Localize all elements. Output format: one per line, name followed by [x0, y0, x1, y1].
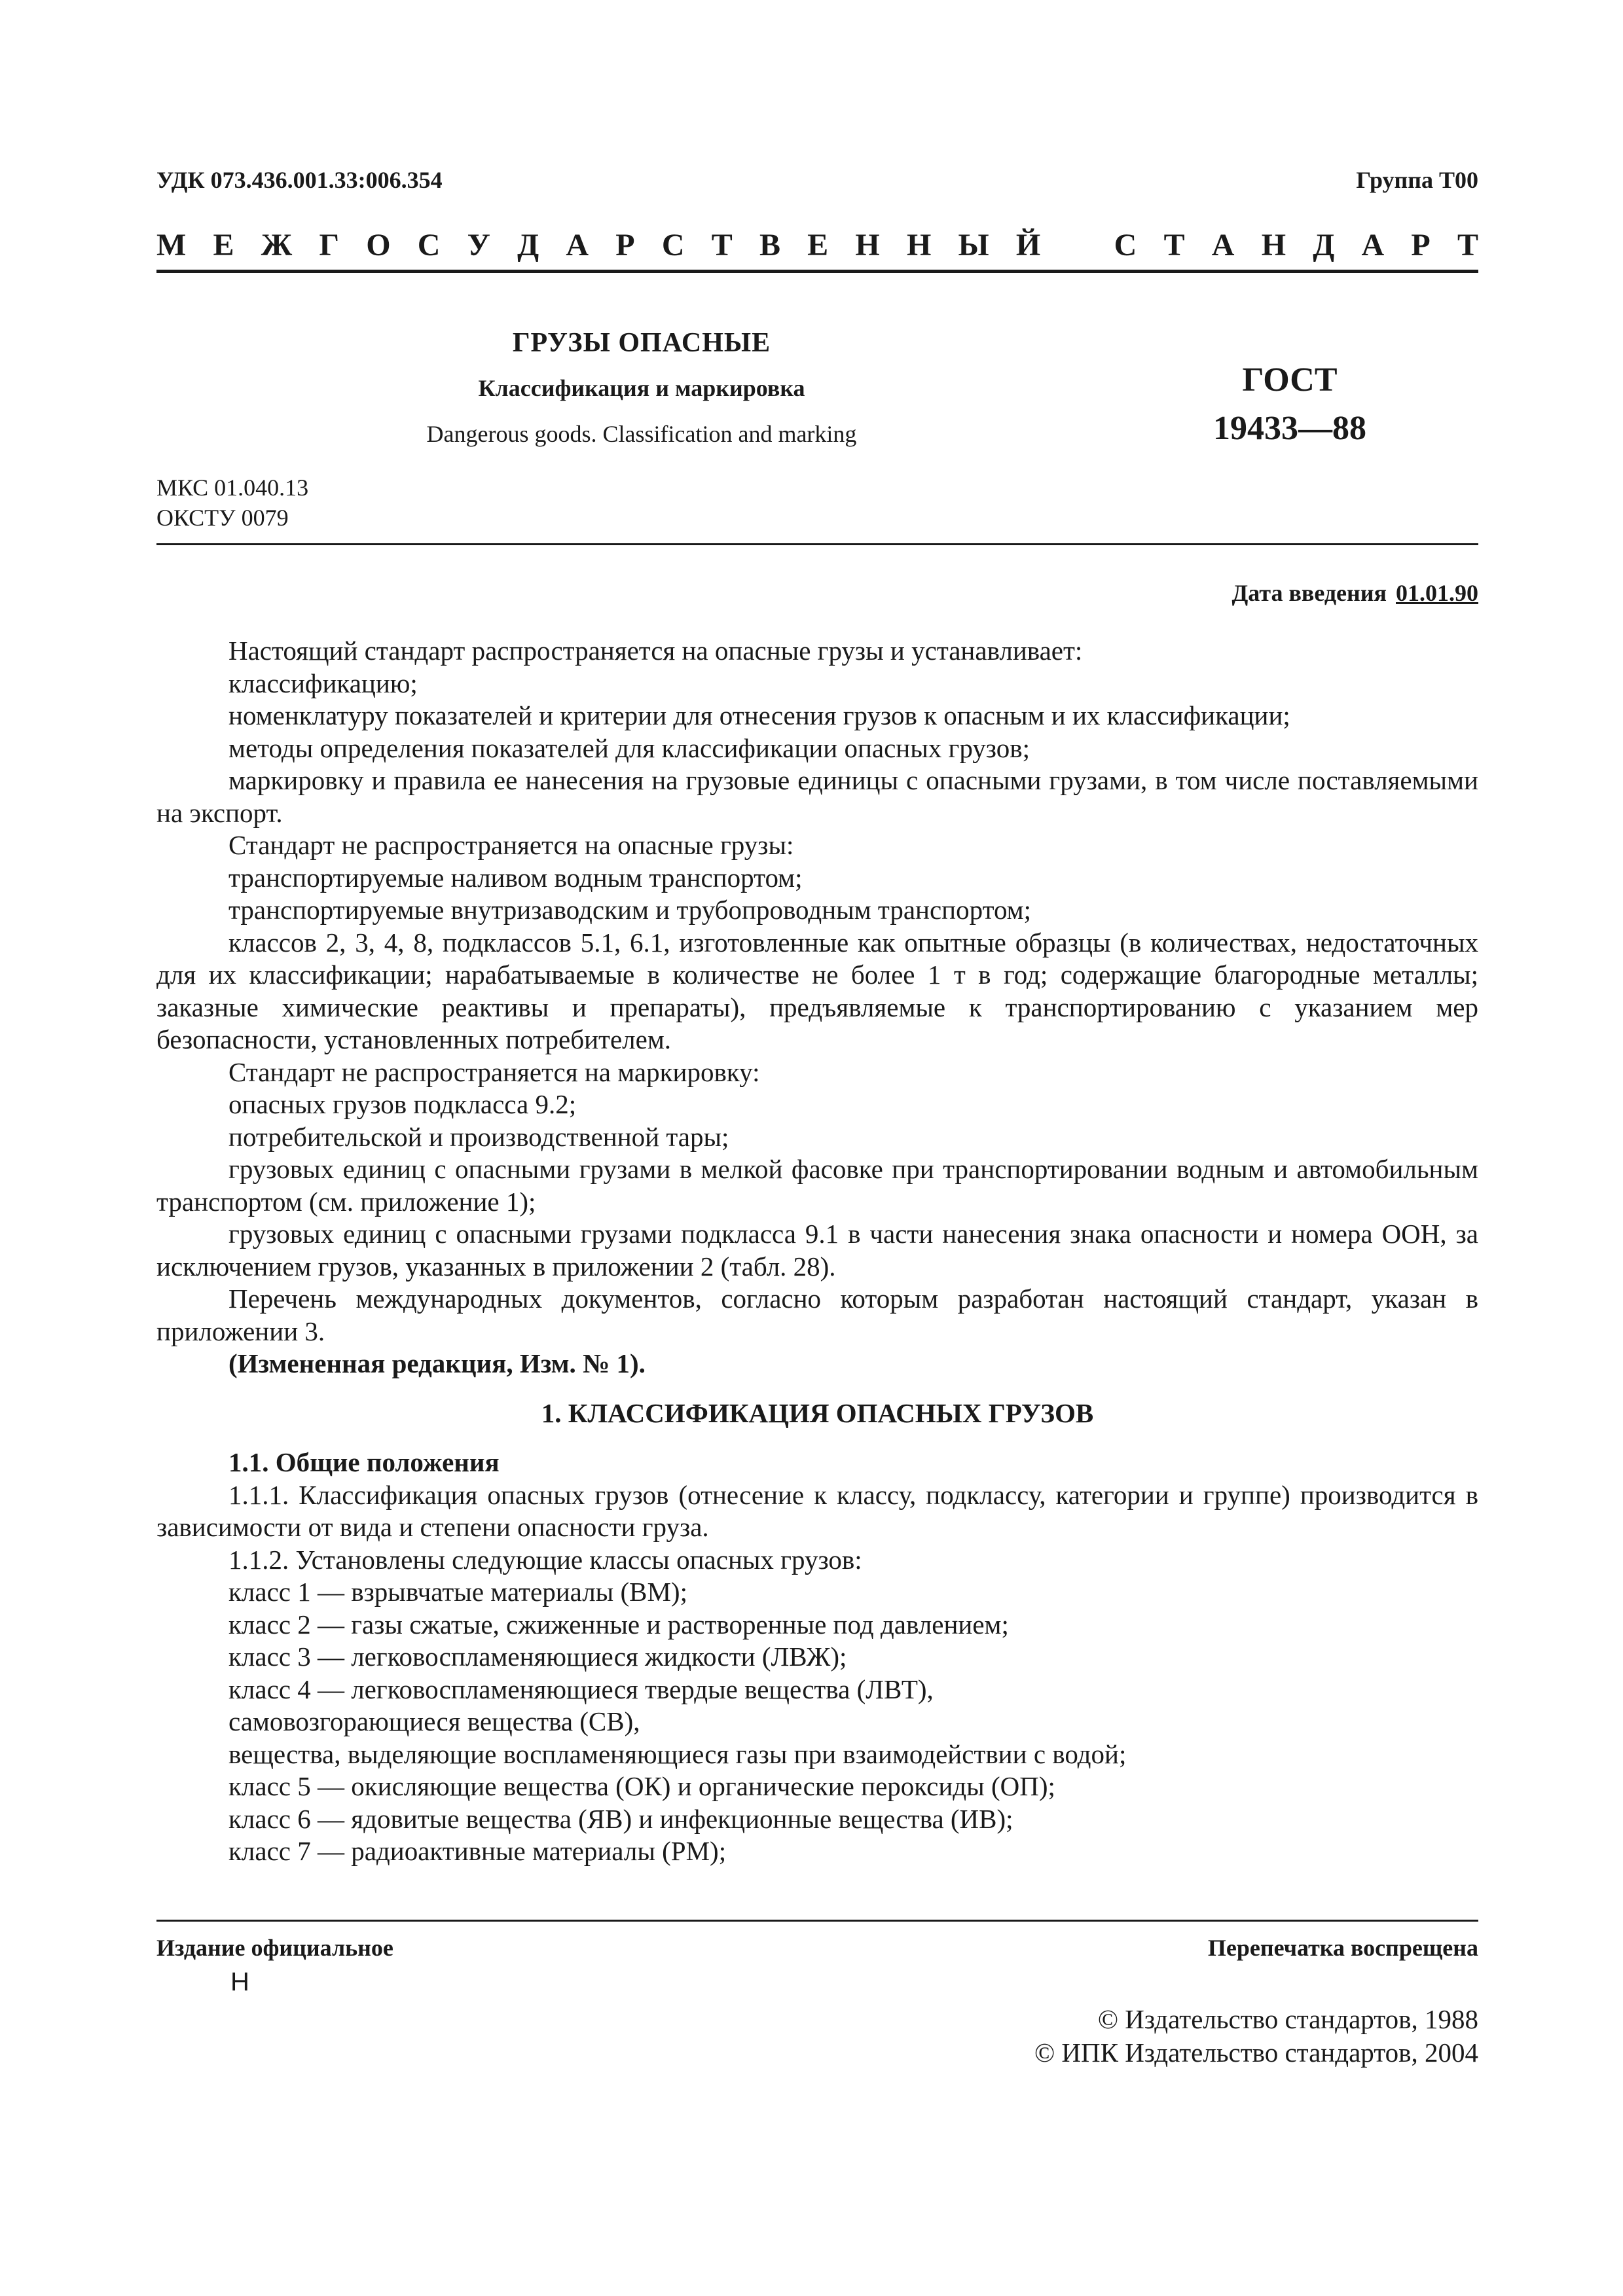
body-paragraph: Перечень международных документов, согласно которым разработан настоящий стандарт, указан в приложении 3. [156, 1283, 1478, 1346]
heading-letter: С [661, 227, 685, 262]
body-paragraph: опасных грузов подкласса 9.2; [228, 1089, 577, 1119]
heading-letter: Е [213, 227, 234, 262]
heading-letter: Р [1411, 227, 1431, 262]
english-title: Dangerous goods. Classification and marking [426, 421, 857, 447]
body-paragraph: номенклатуру показателей и критерии для отнесения грузов к опасным и их классификации; [228, 700, 1290, 730]
body-paragraph: грузовых единиц с опасными грузами подкласса 9.1 в части нанесения знака опасности и номера ООН, за исключением грузов, указанных в приложении 2 (табл. 28). [156, 1219, 1478, 1282]
heading-letter: Р [615, 227, 635, 262]
heading-letter: А [1211, 227, 1235, 262]
heading-letter: Ы [958, 227, 989, 262]
amendment-note: (Измененная редакция, Изм. № 1). [228, 1348, 646, 1378]
body-paragraph: класс 2 — газы сжатые, сжиженные и растворенные под давлением; [228, 1609, 1009, 1640]
group-code: Группа Т00 [1356, 167, 1478, 193]
okstu-code: ОКСТУ 0079 [156, 505, 289, 531]
body-paragraph: Стандарт не распространяется на маркировку: [228, 1056, 760, 1087]
title-rule [156, 543, 1478, 545]
gost-label: ГОСТ [1242, 361, 1338, 399]
date-value: 01.01.90 [1396, 580, 1478, 606]
document-subtitle: Классификация и маркировка [478, 375, 805, 401]
heading-letter: Г [319, 227, 339, 262]
body-paragraph: 1.1.1. Классификация опасных грузов (отнесение к классу, подклассу, категории и группе) производится в зависимости от вида и степени опасности груза. [156, 1479, 1478, 1542]
subsection-heading: 1.1. Общие положения [228, 1447, 500, 1477]
heading-letter: Й [1015, 227, 1041, 262]
section-heading: 1. КЛАССИФИКАЦИЯ ОПАСНЫХ ГРУЗОВ [541, 1397, 1094, 1428]
introduction-date [1232, 579, 1479, 607]
title-block [314, 327, 969, 448]
classification-codes [156, 473, 308, 533]
header-rule [156, 270, 1478, 273]
reprint-prohibited: Перепечатка воспрещена [1207, 1935, 1478, 1961]
body-paragraph: Настоящий стандарт распространяется на опасные грузы и устанавливает: [228, 636, 1083, 666]
body-paragraph: класс 1 — взрывчатые материалы (ВМ); [228, 1577, 687, 1607]
mks-code: МКС 01.040.13 [156, 475, 309, 501]
interstate-standard-heading [156, 225, 1478, 264]
heading-letter: Н [906, 227, 932, 262]
udk-code: УДК 073.436.001.33:006.354 [156, 167, 443, 193]
heading-letter: С [1114, 227, 1137, 262]
heading-letter: У [467, 227, 490, 262]
heading-letter: А [1361, 227, 1385, 262]
handwritten-marker: H [230, 1967, 249, 1996]
copyright-block [1034, 2003, 1478, 2070]
official-edition: Издание официальное [156, 1935, 393, 1961]
heading-letter: М [156, 227, 187, 262]
body-paragraph: транспортируемые внутризаводским и трубопроводным транспортом; [228, 895, 1031, 925]
body-paragraph: класс 5 — окисляющие вещества (ОК) и органические пероксиды (ОП); [228, 1771, 1055, 1801]
heading-letter: Т [711, 227, 733, 262]
body-paragraph: маркировку и правила ее нанесения на грузовые единицы с опасными грузами, в том числе поставляемыми на экспорт. [156, 765, 1478, 828]
heading-letter: Ж [261, 227, 293, 262]
body-paragraph: классификацию; [228, 668, 418, 698]
heading-letter: Д [517, 227, 539, 262]
heading-letter: Т [1163, 227, 1185, 262]
gost-designation [1126, 356, 1453, 453]
copyright-line-2: © ИПК Издательство стандартов, 2004 [1034, 2037, 1478, 2068]
heading-letter: Е [807, 227, 829, 262]
body-paragraph: класс 7 — радиоактивные материалы (РМ); [228, 1836, 727, 1866]
heading-letter: Н [1261, 227, 1286, 262]
document-title: ГРУЗЫ ОПАСНЫЕ [512, 328, 771, 358]
heading-letter: С [417, 227, 441, 262]
heading-letter: Д [1313, 227, 1335, 262]
body-paragraph: транспортируемые наливом водным транспортом; [228, 862, 803, 893]
body-paragraph: Стандарт не распространяется на опасные грузы: [228, 830, 794, 860]
body-paragraph: классов 2, 3, 4, 8, подклассов 5.1, 6.1, изготовленные как опытные образцы (в количествах, недостаточных для их классификации; нарабатываемые в количестве не более 1 т в год; содержащие благородные металлы; заказные химические реактивы и препараты), предъявляемые к транспортированию с указанием мер безопасности, установленных потребителем. [156, 927, 1478, 1054]
copyright-line-1: © Издательство стандартов, 1988 [1097, 2004, 1478, 2034]
body-paragraph: 1.1.2. Установлены следующие классы опасных грузов: [228, 1544, 862, 1575]
body-paragraph: класс 6 — ядовитые вещества (ЯВ) и инфекционные вещества (ИВ); [228, 1803, 1013, 1834]
heading-letter: Н [855, 227, 880, 262]
body-paragraph: класс 3 — легковоспламеняющиеся жидкости (ЛВЖ); [228, 1641, 847, 1672]
gost-number: 19433—88 [1213, 410, 1366, 447]
date-label: Дата введения [1231, 580, 1387, 606]
heading-letter: Т [1457, 227, 1478, 262]
body-paragraph: вещества, выделяющие воспламеняющиеся газы при взаимодействии с водой; [228, 1738, 1127, 1769]
heading-letter: О [366, 227, 391, 262]
body-paragraph: класс 4 — легковоспламеняющиеся твердые вещества (ЛВТ), [228, 1674, 934, 1704]
body-paragraph: самовозгорающиеся вещества (СВ), [228, 1706, 640, 1736]
heading-letter: В [759, 227, 780, 262]
body-paragraph: методы определения показателей для классификации опасных грузов; [228, 732, 1030, 763]
body-paragraph: потребительской и производственной тары; [228, 1121, 729, 1152]
body-paragraph: грузовых единиц с опасными грузами в мелкой фасовке при транспортировании водным и автомобильным транспортом (см. приложение 1); [156, 1154, 1478, 1217]
document-body [156, 635, 1478, 1868]
heading-letter: А [566, 227, 589, 262]
footer-rule [156, 1920, 1478, 1922]
